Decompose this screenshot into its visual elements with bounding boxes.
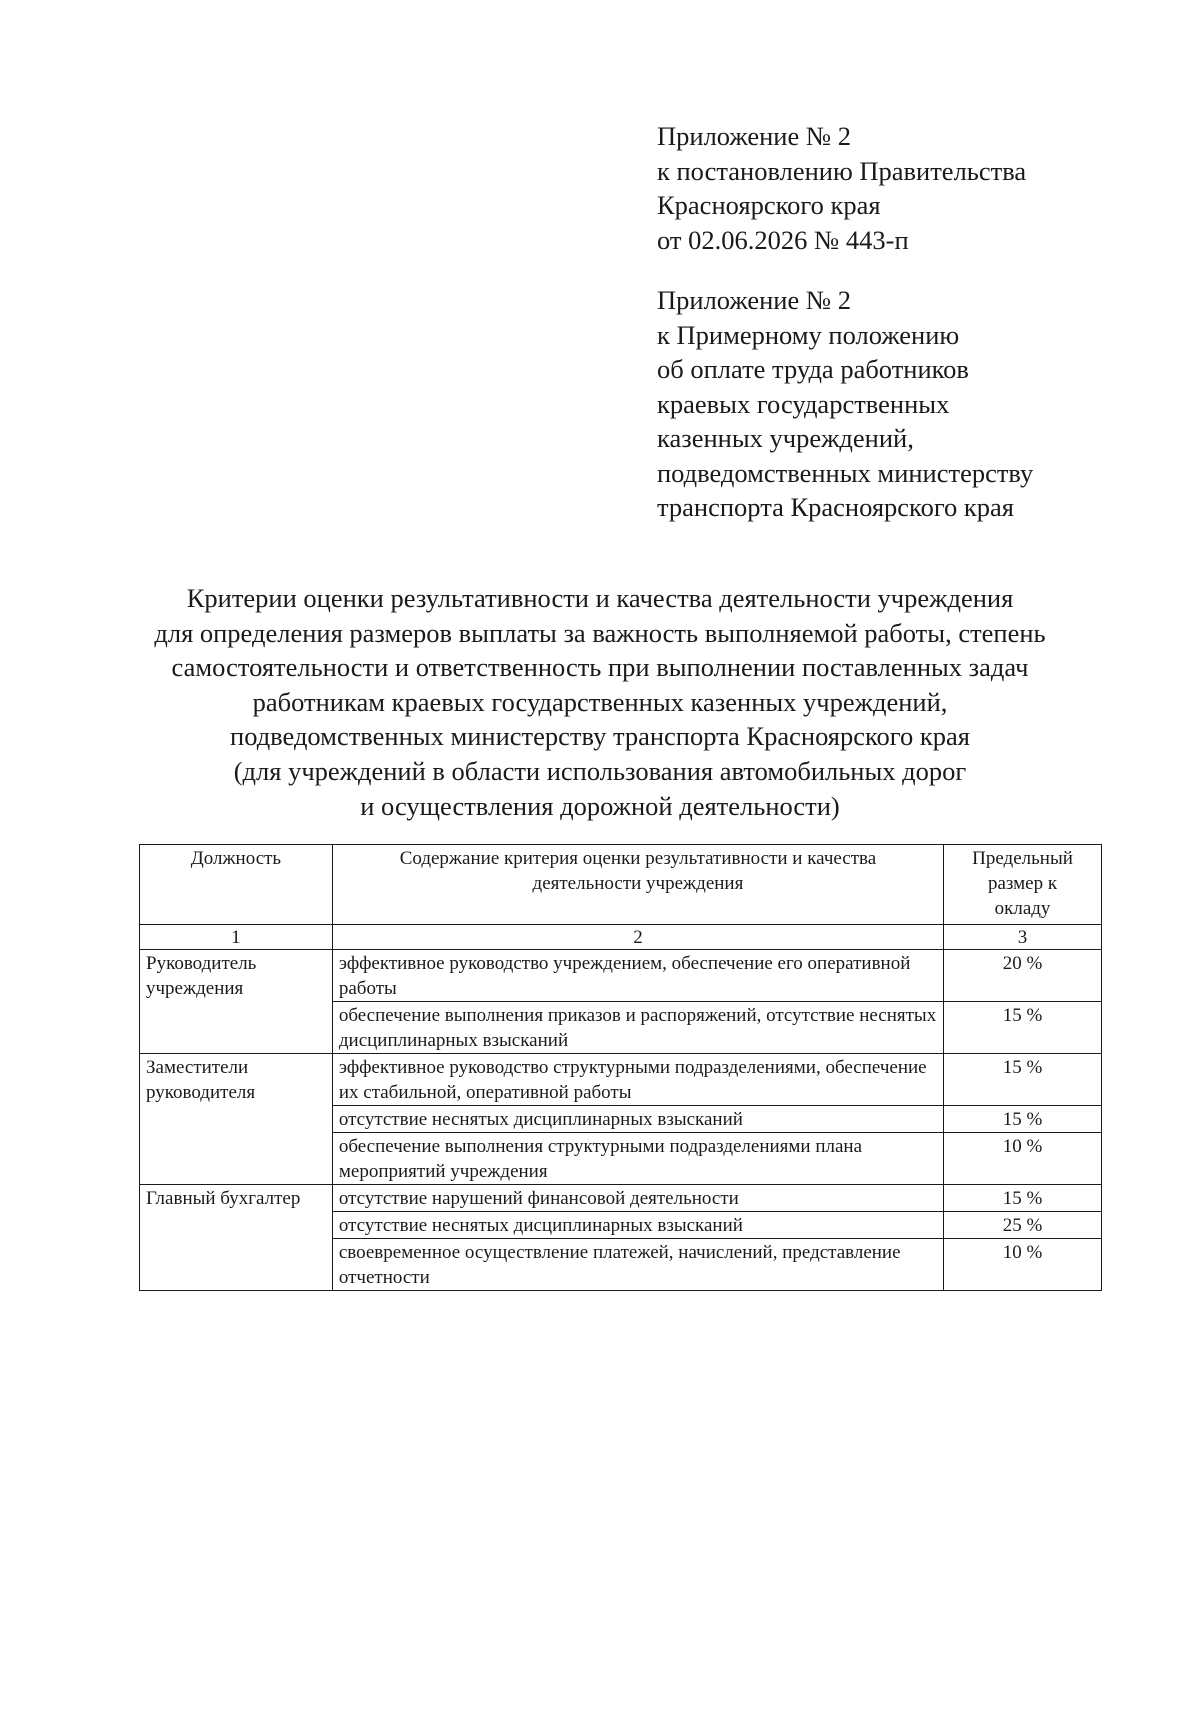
criterion-cell: эффективное руководство учреждением, обеспечение его оперативной работы xyxy=(332,950,943,1002)
title-line: Критерии оценки результативности и качества деятельности учреждения xyxy=(186,583,1014,613)
title-line: подведомственных министерству транспорта Красноярского края xyxy=(230,721,970,752)
header-limit: Предельный размер к окладу xyxy=(944,845,1102,925)
criterion-cell: отсутствие нарушений финансовой деятельности xyxy=(332,1185,943,1212)
appendix-line: транспорта Красноярского края xyxy=(657,492,1014,522)
appendix-line: подведомственных министерству xyxy=(657,457,1034,488)
position-cell: Руководитель учреждения xyxy=(140,950,333,1054)
appendix-line: к Примерному положению xyxy=(657,319,960,350)
appendix-line: Приложение № 2 xyxy=(657,121,852,151)
title-line: для определения размеров выплаты за важность выполняемой работы, степень xyxy=(154,617,1046,648)
header-criterion: Содержание критерия оценки результативности и качества деятельности учреждения xyxy=(332,845,943,925)
column-number: 1 xyxy=(140,925,333,950)
limit-cell: 10 % xyxy=(944,1133,1102,1185)
title-line: и осуществления дорожной деятельности) xyxy=(360,790,840,821)
appendix-line: краевых государственных xyxy=(657,388,950,419)
limit-cell: 15 % xyxy=(944,1054,1102,1106)
position-cell: Главный бухгалтер xyxy=(140,1185,333,1291)
appendix-line: об оплате труда работников xyxy=(657,354,969,384)
criterion-cell: обеспечение выполнения приказов и распоряжений, отсутствие неснятых дисциплинарных взысканий xyxy=(332,1002,943,1054)
limit-cell: 10 % xyxy=(944,1239,1102,1291)
limit-cell: 15 % xyxy=(944,1002,1102,1054)
limit-cell: 15 % xyxy=(944,1106,1102,1133)
limit-cell: 20 % xyxy=(944,950,1102,1002)
column-number-row xyxy=(140,925,1102,950)
criterion-cell: эффективное руководство структурными подразделениями, обеспечение их стабильной, оперативной работы xyxy=(332,1054,943,1106)
table-row xyxy=(140,1185,1102,1212)
criterion-cell: отсутствие неснятых дисциплинарных взысканий xyxy=(332,1106,943,1133)
column-number: 2 xyxy=(332,925,943,950)
position-cell: Заместители руководителя xyxy=(140,1054,333,1185)
header-position: Должность xyxy=(140,845,333,925)
table-row xyxy=(140,1054,1102,1106)
criterion-cell: своевременное осуществление платежей, начислений, представление отчетности xyxy=(332,1239,943,1291)
limit-cell: 25 % xyxy=(944,1212,1102,1239)
criterion-cell: отсутствие неснятых дисциплинарных взысканий xyxy=(332,1212,943,1239)
criteria-table xyxy=(139,844,1102,1291)
title-line: самостоятельности и ответственность при выполнении поставленных задач xyxy=(171,652,1029,683)
table-header-row xyxy=(140,845,1102,925)
appendix-line: к постановлению Правительства xyxy=(657,155,1027,186)
limit-cell: 15 % xyxy=(944,1185,1102,1212)
column-number: 3 xyxy=(944,925,1102,950)
appendix-reference-resolution xyxy=(657,119,1026,257)
table-row xyxy=(140,950,1102,1002)
title-line: (для учреждений в области использования автомобильных дорог xyxy=(233,755,967,786)
appendix-line: Красноярского края xyxy=(657,190,881,220)
appendix-reference-regulation xyxy=(657,283,1033,525)
appendix-line: казенных учреждений, xyxy=(657,423,914,453)
appendix-line: от 02.06.2026 № 443-п xyxy=(657,224,909,255)
appendix-line: Приложение № 2 xyxy=(657,285,852,315)
document-title xyxy=(0,581,1200,823)
title-line: работникам краевых государственных казенных учреждений, xyxy=(252,686,948,717)
criterion-cell: обеспечение выполнения структурными подразделениями плана мероприятий учреждения xyxy=(332,1133,943,1185)
